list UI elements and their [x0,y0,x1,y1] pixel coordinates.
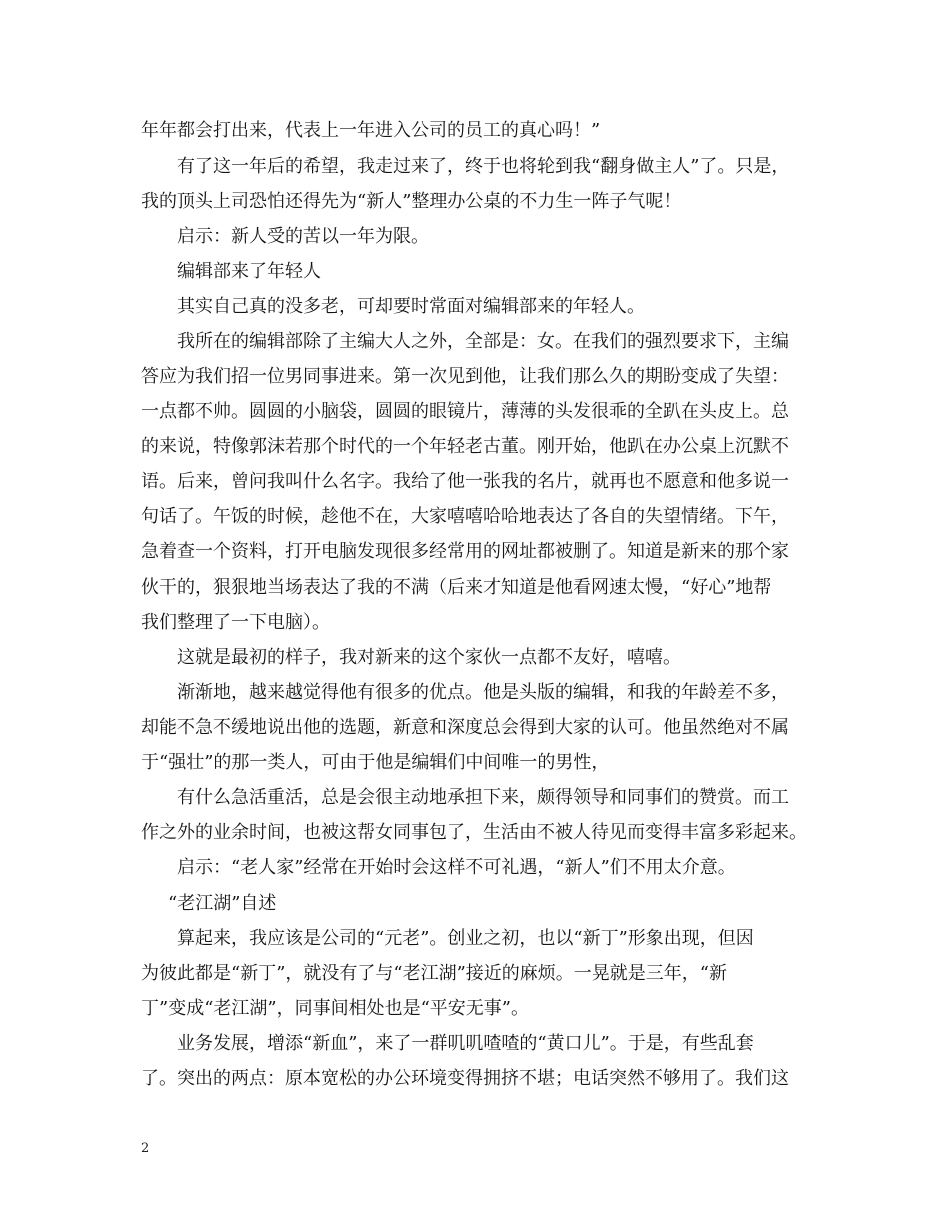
text-line-25: 为彼此都是“新丁”，就没有了与“老江湖”接近的麻烦。一晃就是三年，“新 [141,963,728,984]
text-line-7: 我所在的编辑部除了主编大人之外，全部是：女。在我们的强烈要求下，主编 [177,331,789,352]
text-line-24: 算起来，我应该是公司的“元老”。创业之初，也以“新丁”形象出现，但因 [177,928,754,949]
text-line-12: 句话了。午饭的时候，趁他不在，大家嘻嘻哈哈地表达了各自的失望情绪。下午， [141,506,789,527]
text-line-4: 启示：新人受的苦以一年为限。 [177,226,429,247]
text-line-20: 有什么急活重活，总是会很主动地承担下来，颇得领导和同事们的赞赏。而工 [177,787,789,808]
text-line-21: 作之外的业余时间，也被这帮女同事包了，生活由不被人待见而变得丰富多彩起来。 [141,822,807,843]
text-line-1: 年年都会打出来，代表上一年进入公司的员工的真心吗！” [141,120,601,141]
text-line-9: 一点都不帅。圆圆的小脑袋，圆圆的眼镜片，薄薄的头发很乖的全趴在头皮上。总 [141,401,789,422]
text-line-19: 于“强壮”的那一类人，可由于他是编辑们中间唯一的男性， [141,752,610,773]
text-line-15: 我们整理了一下电脑）。 [141,612,330,633]
text-line-6: 其实自己真的没多老，可却要时常面对编辑部来的年轻人。 [177,296,645,317]
text-line-13: 急着查一个资料，打开电脑发现很多经常用的网址都被删了。知道是新来的那个家 [141,541,789,562]
text-line-18: 却能不急不缓地说出他的选题，新意和深度总会得到大家的认可。他虽然绝对不属 [141,717,789,738]
text-line-28: 了。突出的两点：原本宽松的办公环境变得拥挤不堪；电话突然不够用了。我们这 [141,1068,789,1089]
text-line-3: 我的顶头上司恐怕还得先为“新人”整理办公桌的不力生一阵子气呢！ [141,191,682,212]
text-line-27: 业务发展，增添“新血”，来了一群叽叽喳喳的“黄口儿”。于是，有些乱套 [177,1033,754,1054]
text-line-16: 这就是最初的样子，我对新来的这个家伙一点都不友好，嘻嘻。 [177,647,681,668]
text-line-2: 有了这一年后的希望，我走过来了，终于也将轮到我“翻身做主人”了。只是， [177,156,790,177]
page-number: 2 [141,1141,150,1156]
text-line-8: 答应为我们招一位男同事进来。第一次见到他，让我们那么久的期盼变成了失望： [141,366,789,387]
text-line-14: 伙干的，狠狠地当场表达了我的不满（后来才知道是他看网速太慢，“好心”地帮 [141,577,772,598]
text-line-5: 编辑部来了年轻人 [177,261,321,282]
text-line-10: 的来说，特像郭沫若那个时代的一个年轻老古董。刚开始，他趴在办公桌上沉默不 [141,436,789,457]
text-line-17: 渐渐地，越来越觉得他有很多的优点。他是头版的编辑，和我的年龄差不多， [177,682,789,703]
text-line-23: “老江湖”自述 [168,893,277,914]
text-line-26: 丁”变成“老江湖”，同事间相处也是“平安无事”。 [141,998,530,1019]
text-line-22: 启示：“老人家”经常在开始时会这样不可礼遇，“新人”们不用太介意。 [177,857,736,878]
text-line-11: 语。后来，曾问我叫什么名字。我给了他一张我的名片，就再也不愿意和他多说一 [141,471,789,492]
